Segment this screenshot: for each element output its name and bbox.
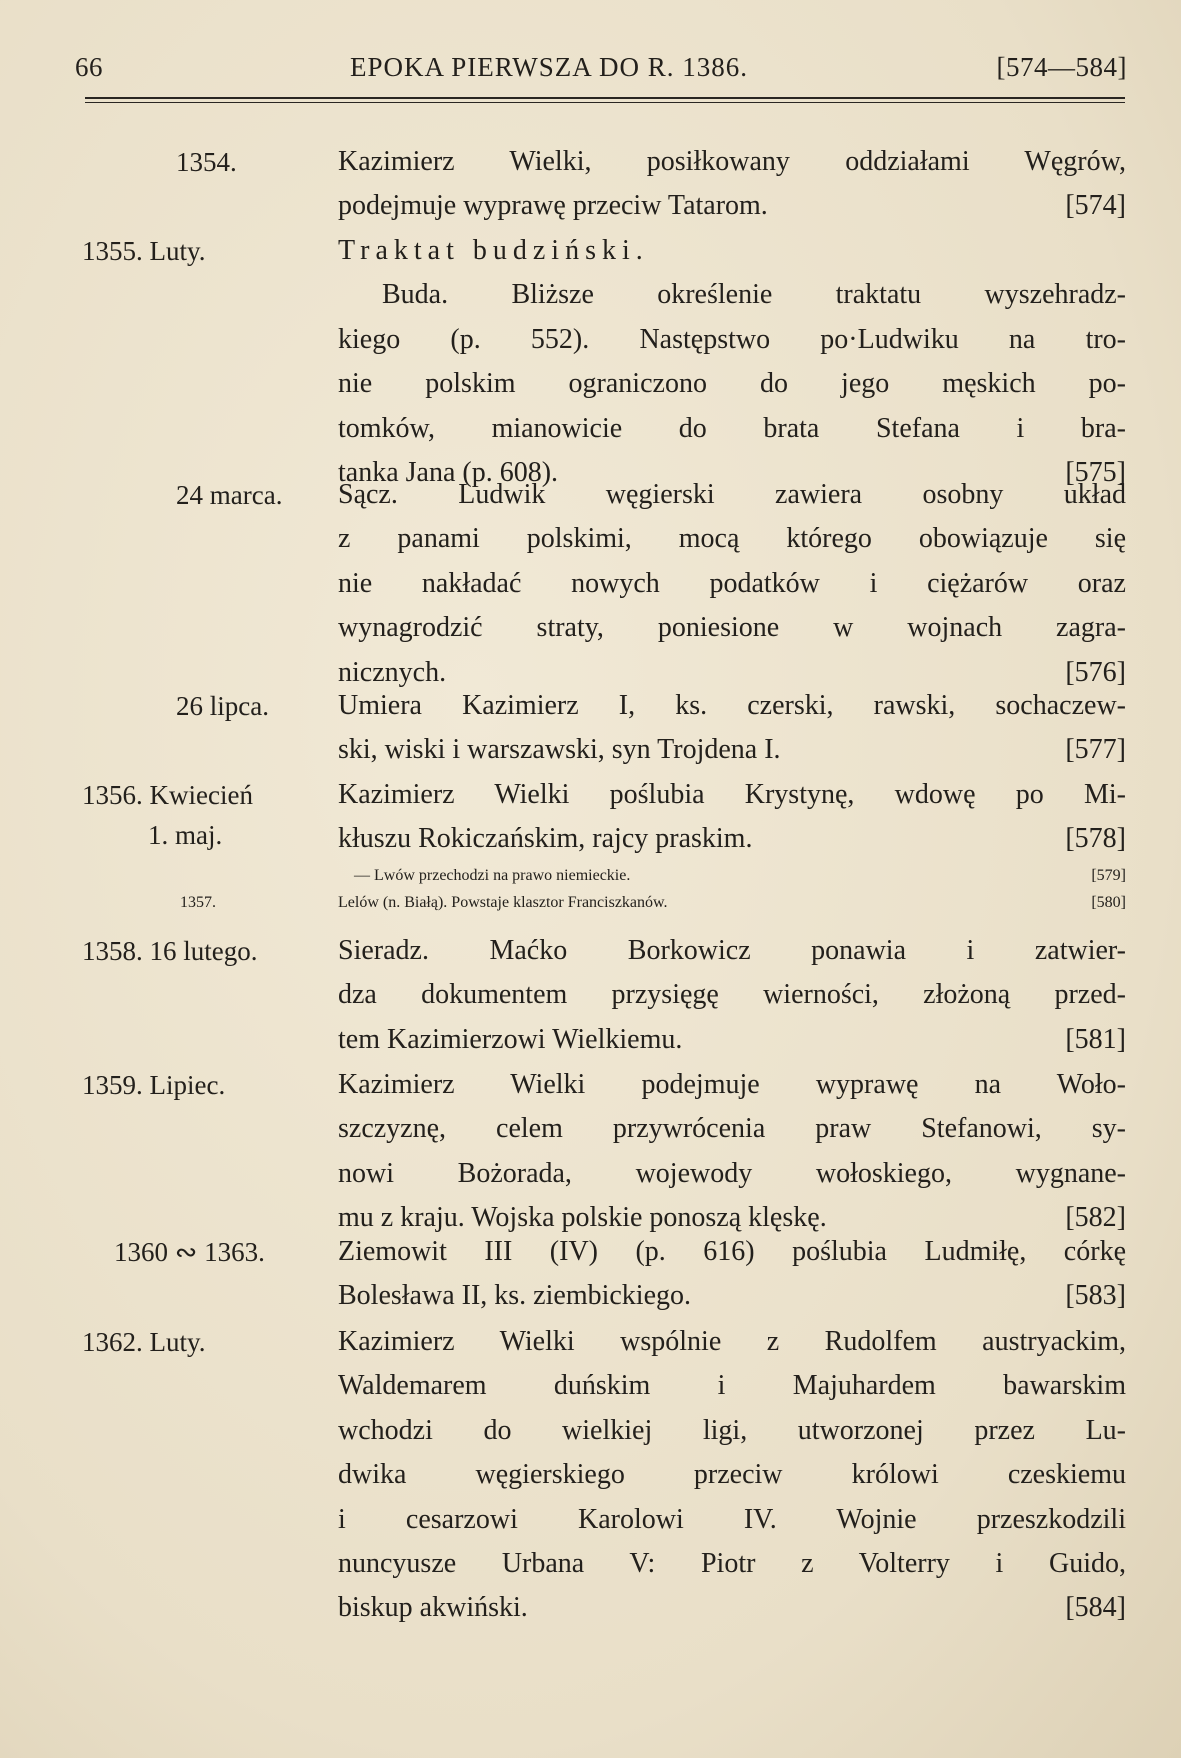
entry-line-text: biskup akwiński. <box>338 1592 528 1624</box>
entry-line: Sącz. Ludwik węgierski zawiera osobny układ <box>338 479 1126 510</box>
entry-date: 1354. <box>176 147 237 177</box>
entry-line: szczyznę, celem przywrócenia praw Stefanowi, sy- <box>338 1113 1126 1145</box>
entry-body-cont <box>338 318 1126 496</box>
entry-line <box>338 728 1126 772</box>
entry-line: wynagrodzić straty, poniesione w wojnach zagra- <box>338 612 1126 644</box>
entry-line: nuncyusze Urbana V: Piotr z Volterry i Guido, <box>338 1547 1126 1579</box>
entry-line: Kazimierz Wielki poślubia Krystynę, wdowę po Mi- <box>338 779 1126 810</box>
entry-text <box>338 773 1126 862</box>
entry-line: tomków, mianowicie do brata Stefana i bra- <box>338 412 1126 444</box>
entry-date: 1358. 16 lutego. <box>82 936 258 966</box>
entry-line-text: Bolesława II, ks. ziembickiego. <box>338 1280 692 1312</box>
entry-line: dwika węgierskiego przeciw królowi czeskiemu <box>338 1459 1126 1491</box>
entry-line: Kazimierz Wielki, posiłkowany oddziałami Węgrów, <box>338 146 1126 177</box>
entry-line-text: kłuszu Rokiczańskim, rajcy praskim. <box>338 823 753 855</box>
entry-date: 1360 ∾ 1363. <box>114 1237 265 1267</box>
entry-date: 1357. <box>180 894 216 911</box>
entry-line: kiego (p. 552). Następstwo po·Ludwiku na tro- <box>338 323 1126 355</box>
entry-line: nowi Bożorada, wojewody wołoskiego, wygnane- <box>338 1157 1126 1189</box>
entry-line <box>338 1274 1126 1318</box>
entry-ref: [582] <box>1065 1202 1126 1234</box>
entry-ref: [584] <box>1065 1592 1126 1624</box>
entry-line-text: tanka Jana (p. 608). <box>338 456 559 488</box>
header-rule <box>85 97 1125 99</box>
entry-text <box>338 1230 1126 1319</box>
entry-range: [574—584] <box>996 52 1127 82</box>
entry-ref: [576] <box>1065 656 1126 688</box>
entry-line-text: tem Kazimierzowi Wielkiemu. <box>338 1023 683 1055</box>
entry-text <box>338 140 1126 229</box>
entry-line <box>338 1586 1126 1630</box>
entry-line: Sieradz. Maćko Borkowicz ponawia i zatwier- <box>338 935 1126 966</box>
entry-text <box>338 1320 1126 1631</box>
entry-text <box>338 684 1126 773</box>
entry-text <box>338 229 1126 273</box>
entry-line: Kazimierz Wielki podejmuje wyprawę na Woło- <box>338 1069 1126 1100</box>
entry-line-text: ski, wiski i warszawski, syn Trojdena I. <box>338 734 781 766</box>
entry-line: Ziemowit III (IV) (p. 616) poślubia Ludmiłę, córkę <box>338 1236 1126 1267</box>
header-rule-thin <box>85 102 1125 103</box>
entry-line: z panami polskimi, mocą którego obowiązuje się <box>338 523 1126 555</box>
entry-line: i cesarzowi Karolowi IV. Wojnie przeszkodzili <box>338 1503 1126 1535</box>
entry-ref: [577] <box>1065 734 1126 766</box>
entry-text <box>338 885 1126 921</box>
entry-ref: [580] <box>1091 894 1126 911</box>
entry-body <box>382 273 1126 317</box>
entry-ref: [579] <box>1091 867 1126 884</box>
entry-text <box>338 1063 1126 1241</box>
entry-date: 1355. Luty. <box>82 236 206 266</box>
entry-line: nie polskim ograniczono do jego męskich po- <box>338 368 1126 400</box>
entry-line: wchodzi do wielkiej ligi, utworzonej przez Lu- <box>338 1414 1126 1446</box>
entry-text <box>338 473 1126 695</box>
entry-ref: [578] <box>1065 823 1126 855</box>
entry-line <box>338 817 1126 861</box>
page-number: 66 <box>75 52 103 82</box>
entry-line: Kazimierz Wielki wspólnie z Rudolfem austryackim, <box>338 1326 1126 1357</box>
entry-text <box>338 929 1126 1062</box>
entry-line: Waldemarem duńskim i Majuhardem bawarskim <box>338 1370 1126 1402</box>
entry-ref: [583] <box>1065 1280 1126 1312</box>
entry-date: 1356. Kwiecień <box>82 780 253 810</box>
entry-date-2: 1. maj. <box>148 820 223 850</box>
entry-date: 1362. Luty. <box>82 1327 206 1357</box>
entry-line-text: podejmuje wyprawę przeciw Tatarom. <box>338 190 768 222</box>
entry-date: 24 marca. <box>176 480 283 510</box>
entry-date: 1359. Lipiec. <box>82 1070 226 1100</box>
running-header <box>75 52 1127 92</box>
entry-ref: [581] <box>1065 1023 1126 1055</box>
entry-line <box>338 184 1126 228</box>
entry-heading: Traktat budziński. <box>338 235 649 266</box>
entry-line-text: mu z kraju. Wojska polskie ponoszą klęskę. <box>338 1202 827 1234</box>
entry-line: nie nakładać nowych podatków i ciężarów oraz <box>338 567 1126 599</box>
running-title: EPOKA PIERWSZA DO R. 1386. <box>350 52 749 82</box>
entry-ref: [575] <box>1065 456 1126 488</box>
entry-line: Buda. Bliższe określenie traktatu wyszehradz- <box>382 279 1126 311</box>
entry-line <box>338 1018 1126 1062</box>
entry-line-text: nicznych. <box>338 656 447 688</box>
entry-date: 26 lipca. <box>176 691 269 721</box>
entry-line-text: Lelów (n. Białą). Powstaje klasztor Franciszkanów. <box>338 894 668 911</box>
entry-ref: [574] <box>1065 190 1126 222</box>
entry-line-text: — Lwów przechodzi na prawo niemieckie. <box>354 867 631 884</box>
entry-line: Umiera Kazimierz I, ks. czerski, rawski, sochaczew- <box>338 690 1126 721</box>
entry-line: dza dokumentem przysięgę wierności, złożoną przed- <box>338 979 1126 1011</box>
